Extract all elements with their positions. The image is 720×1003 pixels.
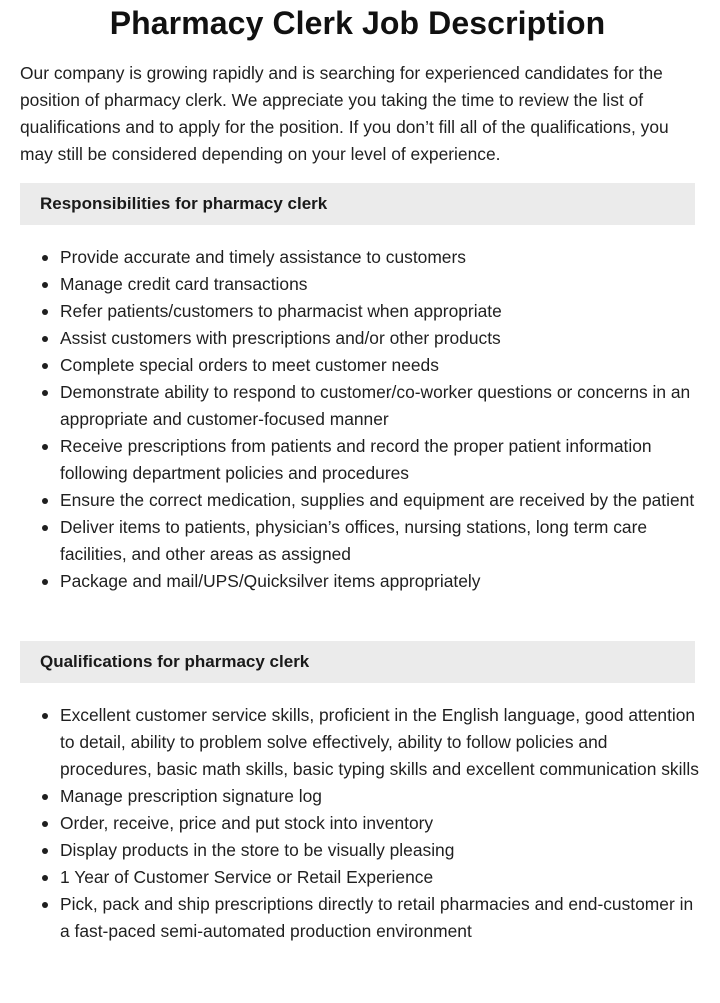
list-item [60, 783, 700, 810]
list-item-text: Pick, pack and ship prescriptions directly to retail pharmacies and end-customer in a fast-paced semi-automated production environment [60, 894, 694, 941]
list-item-text: Receive prescriptions from patients and record the proper patient information following department policies and procedures [60, 436, 652, 483]
list-item [60, 244, 700, 271]
bullet-icon [42, 579, 48, 585]
qualifications-list [20, 702, 700, 945]
bullet-icon [42, 282, 48, 288]
list-item-text: Display products in the store to be visually pleasing [60, 840, 455, 860]
bullet-icon [42, 848, 48, 854]
list-item [60, 433, 700, 487]
bullet-icon [42, 821, 48, 827]
bullet-icon [42, 498, 48, 504]
bullet-icon [42, 525, 48, 531]
list-item [60, 487, 700, 514]
list-item-text: Provide accurate and timely assistance to customers [60, 247, 466, 267]
list-item [60, 864, 700, 891]
bullet-icon [42, 902, 48, 908]
list-item-text: Ensure the correct medication, supplies and equipment are received by the patient [60, 490, 695, 510]
list-item-text: Refer patients/customers to pharmacist when appropriate [60, 301, 502, 321]
list-item-text: Demonstrate ability to respond to customer/co-worker questions or concerns in an appropriate and customer-focused manner [60, 382, 691, 429]
list-item-text: Manage prescription signature log [60, 786, 322, 806]
list-item-text: Complete special orders to meet customer needs [60, 355, 439, 375]
qualifications-heading: Qualifications for pharmacy clerk [20, 641, 695, 683]
bullet-icon [42, 713, 48, 719]
list-item-text: 1 Year of Customer Service or Retail Experience [60, 867, 434, 887]
list-item [60, 837, 700, 864]
list-item [60, 514, 700, 568]
bullet-icon [42, 255, 48, 261]
list-item-text: Package and mail/UPS/Quicksilver items appropriately [60, 571, 481, 591]
bullet-icon [42, 336, 48, 342]
list-item-text: Deliver items to patients, physician’s offices, nursing stations, long term care facilities, and other areas as assigned [60, 517, 648, 564]
list-item [60, 271, 700, 298]
list-item [60, 325, 700, 352]
bullet-icon [42, 390, 48, 396]
list-item [60, 702, 700, 783]
list-item-text: Assist customers with prescriptions and/or other products [60, 328, 501, 348]
bullet-icon [42, 794, 48, 800]
bullet-icon [42, 363, 48, 369]
bullet-icon [42, 444, 48, 450]
page-title: Pharmacy Clerk Job Description [109, 5, 606, 41]
bullet-icon [42, 309, 48, 315]
list-item-text: Manage credit card transactions [60, 274, 308, 294]
list-item [60, 379, 700, 433]
list-item [60, 568, 700, 595]
list-item-text: Order, receive, price and put stock into inventory [60, 813, 434, 833]
list-item [60, 891, 700, 945]
intro-paragraph: Our company is growing rapidly and is searching for experienced candidates for the position of pharmacy clerk. We appreciate you taking the time to review the list of qualifications and to apply for the position. If you don’t fill all of the qualifications, you may still be considered depending on your level of experience. [20, 63, 669, 164]
responsibilities-heading: Responsibilities for pharmacy clerk [20, 183, 695, 225]
list-item-text: Excellent customer service skills, proficient in the English language, good attention to detail, ability to problem solve effectively, ability to follow policies and procedures, basic math skills, basic typing skills and excellent communication skills [60, 705, 699, 779]
bullet-icon [42, 875, 48, 881]
list-item [60, 298, 700, 325]
list-item [60, 352, 700, 379]
list-item [60, 810, 700, 837]
responsibilities-list [20, 244, 700, 595]
